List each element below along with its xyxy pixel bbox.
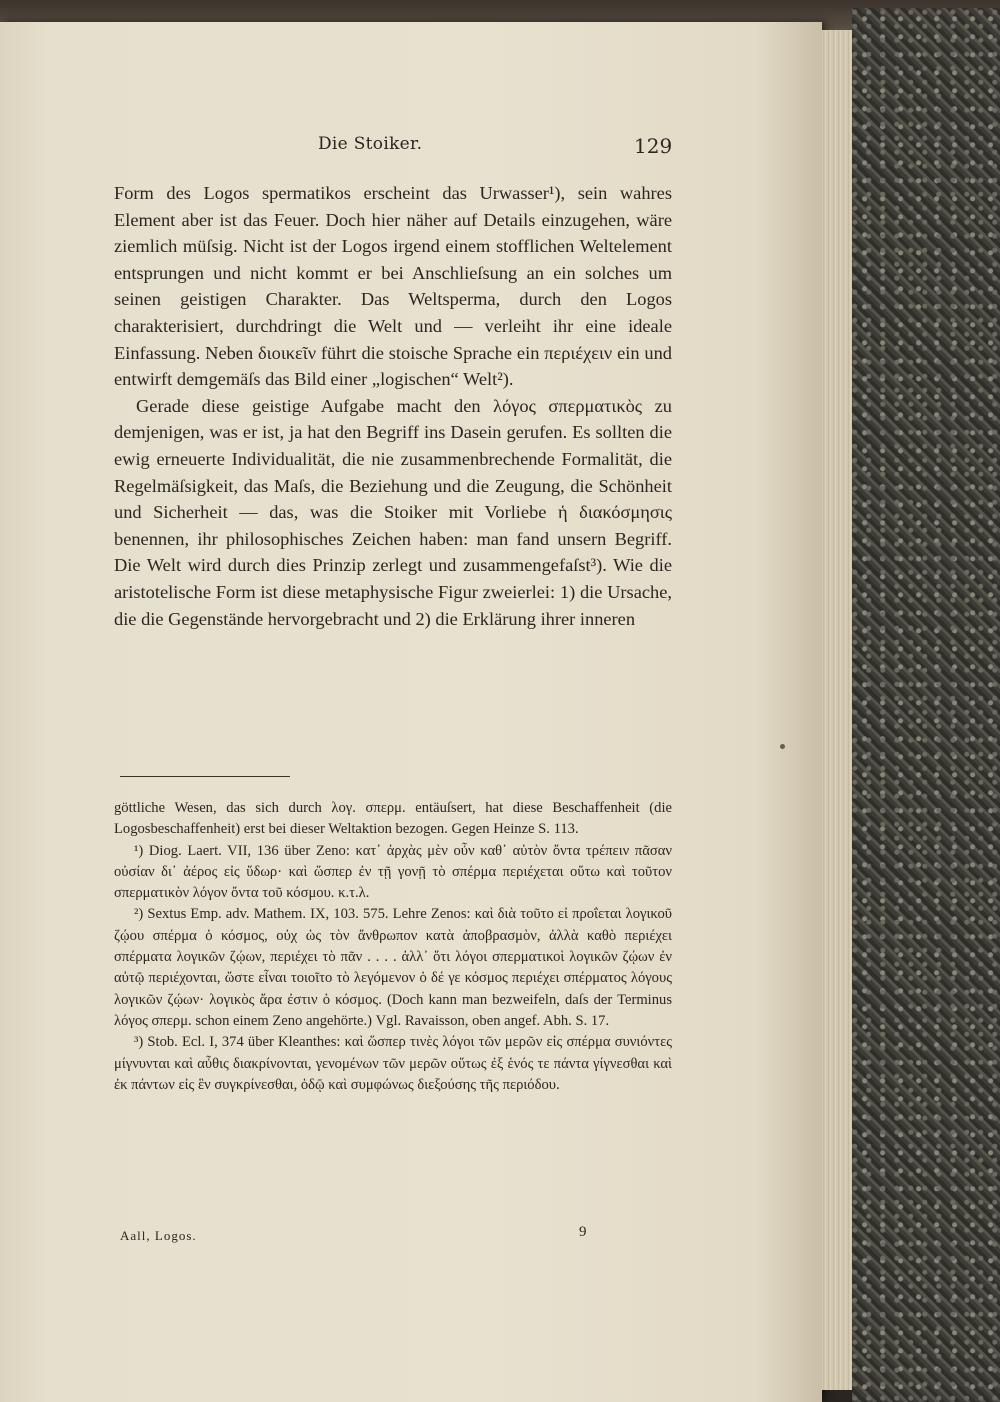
paragraph: Form des Logos spermatikos erscheint das Urwasser¹), sein wahres Element aber ist das Feuer. Doch hier näher auf Details einzugehen, wäre ziemlich müſsig. Nicht ist der Logos irgend einem stofflichen Weltelement entsprungen und nicht kommt er bei Anschlieſsung an ein solches um seinen geistigen Charakter. Das Weltsperma, durch den Logos charakterisiert, durchdringt die Welt und — verleiht ihr eine ideale Einfassung. Neben διοικεῖν führt die stoische Sprache ein περιέχειν ein und entwirft demgemäſs das Bild einer „logischen“ Welt²). <box>114 183 672 390</box>
body-text <box>114 180 672 632</box>
ink-speck <box>780 744 785 749</box>
footnote: ²) Sextus Emp. adv. Mathem. IX, 103. 575. Lehre Zenos: καὶ διὰ τοῦτο εἰ προΐεται λογικοῦ ζῴου σπέρμα ὁ κόσμος, οὐχ ὡς τὸν ἄνθρωπον κατὰ ἀποβρασμὸν, ἀλλὰ καθὸ περιέχει σπέρματα λογικῶν ζῴων, περιέχει τὸ πᾶν . . . . ἀλλ᾽ ὅτι λόγοι σπερματικοὶ λογικῶν ζῴων ἐν αὐτῷ περιέχονται, ὥστε εἶναι τοιοῖτο τὸ λεγόμενον ὁ δέ γε κόσμος περιέχει σπέρματος λόγους λογικῶν ζῴων· λογικὸς ἄρα ἐστιν ὁ κόσμος. (Doch kann man bezweifeln, daſs der Terminus λόγος σπερμ. schon einem Zeno angehörte.) Vgl. Ravaisson, oben angef. Abh. S. 17. <box>114 906 672 1029</box>
footnote: ¹) Diog. Laert. VII, 136 über Zeno: κατ᾽ ἀρχὰς μὲν οὖν καθ᾽ αὑτὸν ὄντα τρέπειν πᾶσαν οὐσίαν δι᾽ ἀέρος εἰς ὕδωρ· καὶ ὥσπερ ἐν τῇ γονῇ τὸ σπέρμα περιέχεται οὕτω καὶ τοῦτον σπερματικὸν λόγον ὄντα τοῦ κόσμου. κ.τ.λ. <box>114 842 672 902</box>
sheet-number: 9 <box>579 1224 587 1240</box>
footnote: ³) Stob. Ecl. I, 374 über Kleanthes: καὶ ὥσπερ τινὲς λόγοι τῶν μερῶν εἰς σπέρμα συνιόντες μίγνυνται καὶ αὖθις διακρίνονται, γενομένων τῶν μερῶν οὕτως ἐξ ἑνός τε πάντα γίγνεσθαι καὶ ἐκ πάντων εἰς ἓν συγκρίνεσθαι, ὁδῷ καὶ συμφώνως διεξούσης τῆς περιόδου. <box>114 1034 672 1093</box>
footnotes <box>114 798 672 1096</box>
running-head: Die Stoiker. <box>318 134 423 154</box>
paragraph: Gerade diese geistige Aufgabe macht den λόγος σπερματικὸς zu demjenigen, was er ist, ja hat den Begriff ins Dasein gerufen. Es sollten die ewig erneuerte Individualität, die nie zusammenbrechende Formalität, die Regelmäſsigkeit, das Maſs, die Beziehung und die Zeugung, die Schönheit und Sicherheit — das, was die Stoiker mit Vorliebe ἡ διακόσμησις benennen, ihr philosophisches Zeichen haben: man fand unsern Begriff. Die Welt wird durch dies Prinzip zerlegt und zusammengefaſst³). Wie die aristotelische Form ist diese metaphysische Figur zweierlei: 1) die Ursache, die die Gegenstände hervorgebracht und 2) die Erklärung ihrer inneren <box>114 395 672 629</box>
footnote-rule <box>120 776 290 777</box>
page-number: 129 <box>634 134 673 158</box>
page-edges <box>822 30 852 1390</box>
signature-mark: Aall, Logos. <box>120 1228 197 1243</box>
footnote-continuation: göttliche Wesen, das sich durch λογ. σπερμ. entäuſsert, hat diese Beschaffenheit (die Logosbeschaffenheit) erst bei dieser Weltaktion bezogen. Gegen Heinze S. 113. <box>114 800 672 838</box>
marbled-cover <box>852 8 1000 1402</box>
